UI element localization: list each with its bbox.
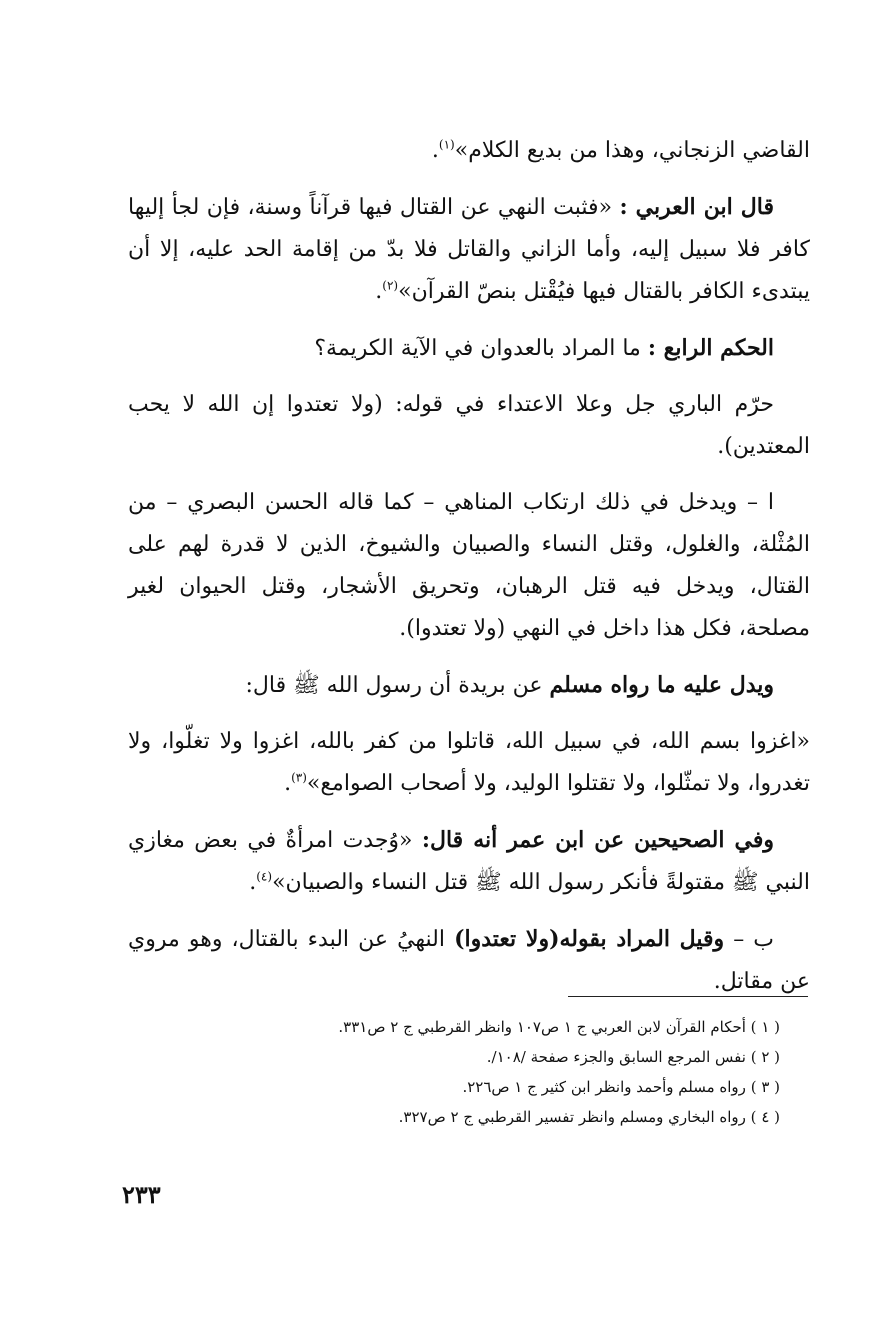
paragraph-4: حرّم الباري جل وعلا الاعتداء في قوله: (ولا تعتدوا إن الله لا يحب المعتدين). (128, 392, 810, 459)
paragraph-text: النهيُ عن البدء بالقتال، وهو مروي عن مقاتل. (128, 927, 810, 994)
page-body (128, 130, 810, 1017)
paragraph-1: القاضي الزنجاني، وهذا من بديع الكلام»$^{(١)}$. (431, 137, 810, 163)
paragraph-lead: قال ابن العربي : (619, 194, 774, 220)
footnote-ref: (٢) (382, 278, 399, 293)
paragraph-text: عن بريدة أن رسول الله ﷺ قال: (245, 673, 550, 698)
footnote-ref: (٤) (256, 869, 273, 884)
page-number: ٢٣٣ (122, 1180, 161, 1209)
paragraph-3 (128, 327, 810, 370)
hadith-quote: «اغزوا بسم الله، في سبيل الله، قاتلوا من كفر بالله، اغزوا ولا تغلّوا، ولا تغدروا، ولا تمثّلوا، ولا تقتلوا الوليد، ولا أصحاب الصوامع» (128, 729, 810, 796)
section-heading: الحكم الرابع : (647, 335, 774, 361)
paragraph-5: ا – ويدخل في ذلك ارتكاب المناهي – كما قاله الحسن البصري – من المُثْلة، والغلول، وقتل النساء والصبيان والشيوخ، الذين لا قدرة لهم على القتال، ويدخل فيه قتل الرهبان، وتحريق الأشجار، وقتل الحيوان لغير مصلحة، فكل هذا داخل في النهي (ولا تعتدوا). (128, 490, 810, 641)
footnote-item: ( ١ ) أحكام القرآن لابن العربي ج ١ ص١٠٧ وانظر القرطبي ج ٢ ص٣٣١. (338, 1018, 780, 1036)
footnote-item: ( ٣ ) رواه مسلم وأحمد وانظر ابن كثير ج ١ ص٢٢٦. (462, 1078, 780, 1096)
paragraph-text: القاضي الزنجاني، وهذا من بديع الكلام» (454, 138, 810, 163)
paragraph-9 (128, 918, 810, 1003)
footnote-divider (568, 996, 808, 997)
list-marker: ب – (724, 927, 774, 952)
footnote-ref: (١) (438, 137, 455, 152)
paragraph-6 (128, 664, 810, 707)
paragraph-lead: وقيل المراد بقوله(ولا تعتدوا) (454, 926, 725, 952)
paragraph-8: وفي الصحيحين عن ابن عمر أنه قال: «وُجدت امرأةٌ في بعض مغازي النبي ﷺ مقتولةً فأنكر رسول الله ﷺ قتل النساء والصبيان»$^{(٤)}$. (128, 827, 810, 895)
footnote-ref: (٣) (291, 770, 307, 785)
footnote-item: ( ٢ ) نفس المرجع السابق والجزء صفحة /١٠٨/. (486, 1048, 780, 1066)
footnotes (150, 1012, 780, 1132)
paragraph-lead: وفي الصحيحين عن ابن عمر أنه قال: (421, 827, 774, 853)
paragraph-lead: ويدل عليه ما رواه مسلم (549, 672, 774, 698)
paragraph-text: ما المراد بالعدوان في الآية الكريمة؟ (314, 336, 648, 361)
paragraph-text: «فثبت النهي عن القتال فيها قرآناً وسنة، فإن لجأ إليها كافر فلا سبيل إليه، وأما الزاني والقاتل فلا بدّ من إقامة الحد عليه، إلا أن يبتدىء الكافر بالقتال فيها فيُقْتل بنصّ القرآن» (128, 195, 810, 304)
paragraph-text: «وُجدت امرأةٌ في بعض مغازي النبي ﷺ مقتولةً فأنكر رسول الله ﷺ قتل النساء والصبيان» (128, 828, 810, 895)
paragraph-7: «اغزوا بسم الله، في سبيل الله، قاتلوا من كفر بالله، اغزوا ولا تغلّوا، ولا تغدروا، ولا تمثّلوا، ولا تقتلوا الوليد، ولا أصحاب الصوامع»$^{(٣)}$. (128, 729, 810, 796)
footnote-item: ( ٤ ) رواه البخاري ومسلم وانظر تفسير القرطبي ج ٢ ص٣٢٧. (398, 1108, 780, 1126)
paragraph-2: قال ابن العربي : «فثبت النهي عن القتال فيها قرآناً وسنة، فإن لجأ إليها كافر فلا سبيل إليه، وأما الزاني والقاتل فلا بدّ من إقامة الحد عليه، إلا أن يبتدىء الكافر بالقتال فيها فيُقْتل بنصّ القرآن»$^{(٢)}$. (128, 194, 810, 304)
